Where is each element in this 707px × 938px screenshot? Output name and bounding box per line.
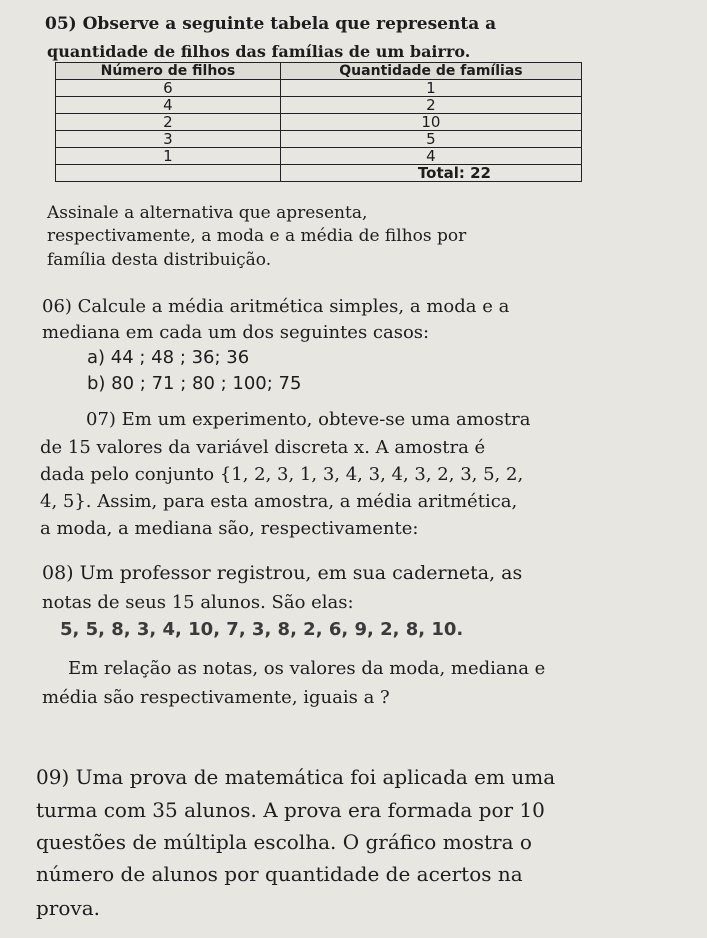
families-table — [55, 62, 582, 182]
question-05-prompt-end: família desta distribuição. — [47, 250, 272, 270]
cell-families: 2 — [280, 97, 581, 114]
question-06-title-continued: mediana em cada um dos seguintes casos: — [42, 322, 430, 343]
question-07-text: dada pelo conjunto {1, 2, 3, 1, 3, 4, 3, 4, 3, 2, 3, 5, 2, — [40, 464, 524, 485]
cell-total: Total: 22 — [280, 165, 581, 182]
cell-families: 4 — [280, 148, 581, 165]
header-number-of-families: Quantidade de famílias — [280, 63, 581, 80]
question-06-item-a: a) 44 ; 48 ; 36; 36 — [87, 347, 250, 368]
cell-families: 1 — [280, 80, 581, 97]
question-05-title-continued: quantidade de filhos das famílias de um bairro. — [47, 42, 471, 61]
question-07-text: de 15 valores da variável discreta x. A amostra é — [40, 437, 486, 458]
cell-empty — [56, 165, 281, 182]
cell-families: 5 — [280, 131, 581, 148]
question-06-item-b: b) 80 ; 71 ; 80 ; 100; 75 — [87, 373, 302, 394]
question-08-grades-list: 5, 5, 8, 3, 4, 10, 7, 3, 8, 2, 6, 9, 2, 8, 10. — [60, 619, 464, 640]
cell-families: 10 — [280, 114, 581, 131]
table-row — [56, 148, 582, 165]
question-08-text: notas de seus 15 alunos. São elas: — [42, 592, 354, 613]
question-07-text: a moda, a mediana são, respectivamente: — [40, 518, 419, 539]
question-08-text: média são respectivamente, iguais a ? — [42, 687, 390, 708]
cell-children: 4 — [56, 97, 281, 114]
table-row — [56, 131, 582, 148]
question-08-title: 08) Um professor registrou, em sua caderneta, as — [42, 562, 523, 584]
question-05-prompt-continued: respectivamente, a moda e a média de filhos por — [47, 226, 467, 246]
question-09-title: 09) Uma prova de matemática foi aplicada em uma — [36, 765, 556, 789]
table-total-row — [56, 165, 582, 182]
cell-children: 1 — [56, 148, 281, 165]
cell-children: 2 — [56, 114, 281, 131]
table-row — [56, 97, 582, 114]
question-09-text: número de alunos por quantidade de acertos na — [36, 862, 523, 886]
cell-children: 3 — [56, 131, 281, 148]
question-07-text: 4, 5}. Assim, para esta amostra, a média aritmética, — [40, 491, 518, 512]
table-header-row — [56, 63, 582, 80]
question-09-text: questões de múltipla escolha. O gráfico mostra o — [36, 830, 532, 854]
question-06-title: 06) Calcule a média aritmética simples, a moda e a — [42, 296, 510, 317]
question-07-title: 07) Em um experimento, obteve-se uma amostra — [86, 409, 531, 430]
question-09-text: prova. — [36, 896, 100, 920]
table-row — [56, 114, 582, 131]
question-09-text: turma com 35 alunos. A prova era formada por 10 — [36, 798, 545, 822]
header-number-of-children: Número de filhos — [56, 63, 281, 80]
question-05-prompt: Assinale a alternativa que apresenta, — [47, 203, 368, 223]
question-08-text: Em relação as notas, os valores da moda, mediana e — [68, 658, 546, 679]
cell-children: 6 — [56, 80, 281, 97]
question-05-title: 05) Observe a seguinte tabela que representa a — [45, 14, 497, 34]
table-row — [56, 80, 582, 97]
